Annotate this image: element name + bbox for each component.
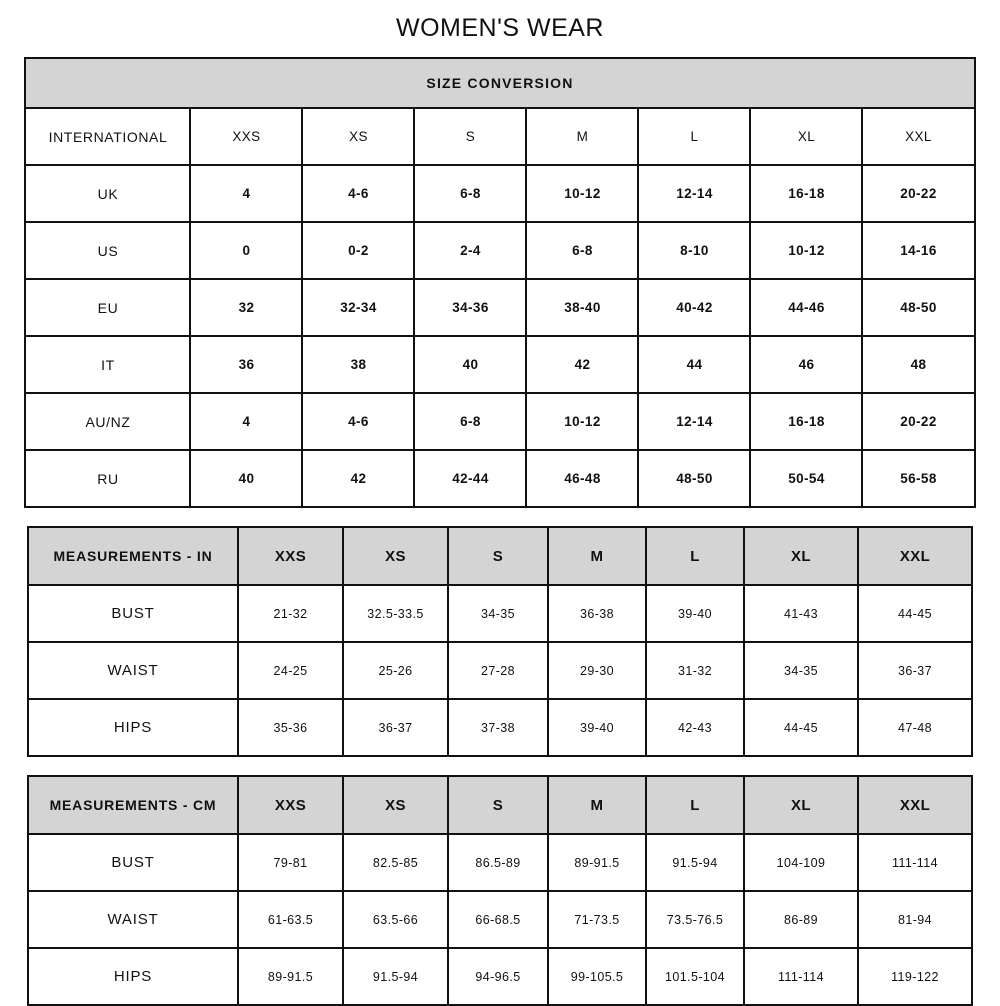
measurements-in-header-xs: XS [343,527,448,585]
table-row [25,393,974,450]
measurements-cm-header-xs: XS [343,776,448,834]
measurements-in-bust-l: 39-40 [646,585,744,642]
conversion-header-xl: XL [750,108,862,165]
conversion-us-xxs: 0 [190,222,302,279]
measurements-cm-row-label-bust: BUST [28,834,238,891]
conversion-ru-xs: 42 [302,450,414,507]
conversion-eu-m: 38-40 [526,279,638,336]
table-row [28,891,972,948]
conversion-uk-xxs: 4 [190,165,302,222]
measurements-in-hips-xxs: 35-36 [238,699,343,756]
measurements-in-header-xxl: XXL [858,527,972,585]
table-row [28,642,972,699]
conversion-header-m: M [526,108,638,165]
conversion-aunz-xl: 16-18 [750,393,862,450]
conversion-row-label-it: IT [25,336,190,393]
conversion-us-s: 2-4 [414,222,526,279]
measurements-cm-hips-m: 99-105.5 [548,948,646,1005]
measurements-cm-waist-m: 71-73.5 [548,891,646,948]
conversion-it-xxs: 36 [190,336,302,393]
measurements-cm-hips-xxl: 119-122 [858,948,972,1005]
measurements-cm-waist-xs: 63.5-66 [343,891,448,948]
measurements-in-row-label-bust: BUST [28,585,238,642]
measurements-cm-hips-s: 94-96.5 [448,948,548,1005]
measurements-cm-header-xxl: XXL [858,776,972,834]
conversion-eu-s: 34-36 [414,279,526,336]
conversion-aunz-l: 12-14 [638,393,750,450]
conversion-ru-s: 42-44 [414,450,526,507]
conversion-ru-xxl: 56-58 [862,450,974,507]
measurements-in-hips-xxl: 47-48 [858,699,972,756]
measurements-in-hips-l: 42-43 [646,699,744,756]
measurements-in-bust-xl: 41-43 [744,585,858,642]
table-row [25,165,974,222]
measurements-cm-header-m: M [548,776,646,834]
measurements-cm-header-xxs: XXS [238,776,343,834]
table-row [25,450,974,507]
measurements-in-waist-s: 27-28 [448,642,548,699]
conversion-eu-xs: 32-34 [302,279,414,336]
conversion-row-label-us: US [25,222,190,279]
conversion-it-l: 44 [638,336,750,393]
conversion-eu-l: 40-42 [638,279,750,336]
measurements-in-corner: MEASUREMENTS - IN [28,527,238,585]
measurements-cm-bust-s: 86.5-89 [448,834,548,891]
size-conversion-table [24,57,975,508]
measurements-in-bust-xxl: 44-45 [858,585,972,642]
table-row [25,336,974,393]
measurements-cm-header-s: S [448,776,548,834]
measurements-inches-table [27,526,973,757]
measurements-in-hips-s: 37-38 [448,699,548,756]
measurements-in-bust-s: 34-35 [448,585,548,642]
conversion-row-label-aunz: AU/NZ [25,393,190,450]
conversion-row-label-uk: UK [25,165,190,222]
conversion-it-s: 40 [414,336,526,393]
measurements-cm-hips-xxs: 89-91.5 [238,948,343,1005]
conversion-header-xxl: XXL [862,108,974,165]
conversion-us-l: 8-10 [638,222,750,279]
measurements-cm-header-xl: XL [744,776,858,834]
conversion-ru-m: 46-48 [526,450,638,507]
measurements-in-waist-l: 31-32 [646,642,744,699]
measurements-cm-header-row [28,776,972,834]
measurements-cm-bust-l: 91.5-94 [646,834,744,891]
conversion-us-xxl: 14-16 [862,222,974,279]
conversion-banner: SIZE CONVERSION [25,58,974,108]
conversion-ru-xl: 50-54 [750,450,862,507]
measurements-cm-waist-s: 66-68.5 [448,891,548,948]
measurements-cm-hips-xs: 91.5-94 [343,948,448,1005]
measurements-in-header-l: L [646,527,744,585]
measurements-in-header-xl: XL [744,527,858,585]
conversion-aunz-xxs: 4 [190,393,302,450]
conversion-row-label-ru: RU [25,450,190,507]
conversion-uk-s: 6-8 [414,165,526,222]
measurements-in-row-label-waist: WAIST [28,642,238,699]
measurements-in-hips-xs: 36-37 [343,699,448,756]
table-row [28,834,972,891]
measurements-cm-bust-xxs: 79-81 [238,834,343,891]
conversion-eu-xxl: 48-50 [862,279,974,336]
table-row [28,948,972,1005]
measurements-cm-bust-xs: 82.5-85 [343,834,448,891]
conversion-uk-m: 10-12 [526,165,638,222]
measurements-cm-header-l: L [646,776,744,834]
conversion-uk-l: 12-14 [638,165,750,222]
measurements-in-header-s: S [448,527,548,585]
measurements-in-bust-xxs: 21-32 [238,585,343,642]
conversion-header-xxs: XXS [190,108,302,165]
measurements-in-waist-xs: 25-26 [343,642,448,699]
measurements-cm-bust-xxl: 111-114 [858,834,972,891]
measurements-in-bust-xs: 32.5-33.5 [343,585,448,642]
table-row [25,279,974,336]
conversion-uk-xs: 4-6 [302,165,414,222]
table-row [28,585,972,642]
measurements-in-header-m: M [548,527,646,585]
table-row [28,699,972,756]
conversion-header-row [25,108,974,165]
measurements-cm-row-label-waist: WAIST [28,891,238,948]
conversion-header-l: L [638,108,750,165]
conversion-aunz-xxl: 20-22 [862,393,974,450]
page-title: WOMEN'S WEAR [396,14,604,42]
conversion-uk-xl: 16-18 [750,165,862,222]
table-row [25,222,974,279]
conversion-eu-xl: 44-46 [750,279,862,336]
measurements-cm-waist-xxs: 61-63.5 [238,891,343,948]
measurements-cm-waist-xxl: 81-94 [858,891,972,948]
conversion-it-xs: 38 [302,336,414,393]
conversion-us-xs: 0-2 [302,222,414,279]
conversion-banner-row [25,58,974,108]
measurements-in-row-label-hips: HIPS [28,699,238,756]
measurements-in-waist-m: 29-30 [548,642,646,699]
measurements-cm-table [27,775,973,1006]
measurements-in-waist-xxl: 36-37 [858,642,972,699]
conversion-aunz-xs: 4-6 [302,393,414,450]
measurements-in-header-row [28,527,972,585]
conversion-uk-xxl: 20-22 [862,165,974,222]
conversion-aunz-s: 6-8 [414,393,526,450]
conversion-ru-xxs: 40 [190,450,302,507]
measurements-in-hips-xl: 44-45 [744,699,858,756]
conversion-header-international: INTERNATIONAL [25,108,190,165]
measurements-in-hips-m: 39-40 [548,699,646,756]
measurements-cm-hips-l: 101.5-104 [646,948,744,1005]
measurements-cm-waist-l: 73.5-76.5 [646,891,744,948]
measurements-cm-bust-xl: 104-109 [744,834,858,891]
measurements-cm-row-label-hips: HIPS [28,948,238,1005]
measurements-cm-bust-m: 89-91.5 [548,834,646,891]
conversion-us-m: 6-8 [526,222,638,279]
conversion-it-xl: 46 [750,336,862,393]
measurements-in-header-xxs: XXS [238,527,343,585]
measurements-cm-corner: MEASUREMENTS - CM [28,776,238,834]
conversion-it-xxl: 48 [862,336,974,393]
measurements-in-waist-xxs: 24-25 [238,642,343,699]
conversion-aunz-m: 10-12 [526,393,638,450]
conversion-ru-l: 48-50 [638,450,750,507]
conversion-it-m: 42 [526,336,638,393]
measurements-cm-hips-xl: 111-114 [744,948,858,1005]
conversion-eu-xxs: 32 [190,279,302,336]
measurements-in-waist-xl: 34-35 [744,642,858,699]
conversion-header-s: S [414,108,526,165]
measurements-in-bust-m: 36-38 [548,585,646,642]
conversion-header-xs: XS [302,108,414,165]
conversion-us-xl: 10-12 [750,222,862,279]
measurements-cm-waist-xl: 86-89 [744,891,858,948]
conversion-row-label-eu: EU [25,279,190,336]
